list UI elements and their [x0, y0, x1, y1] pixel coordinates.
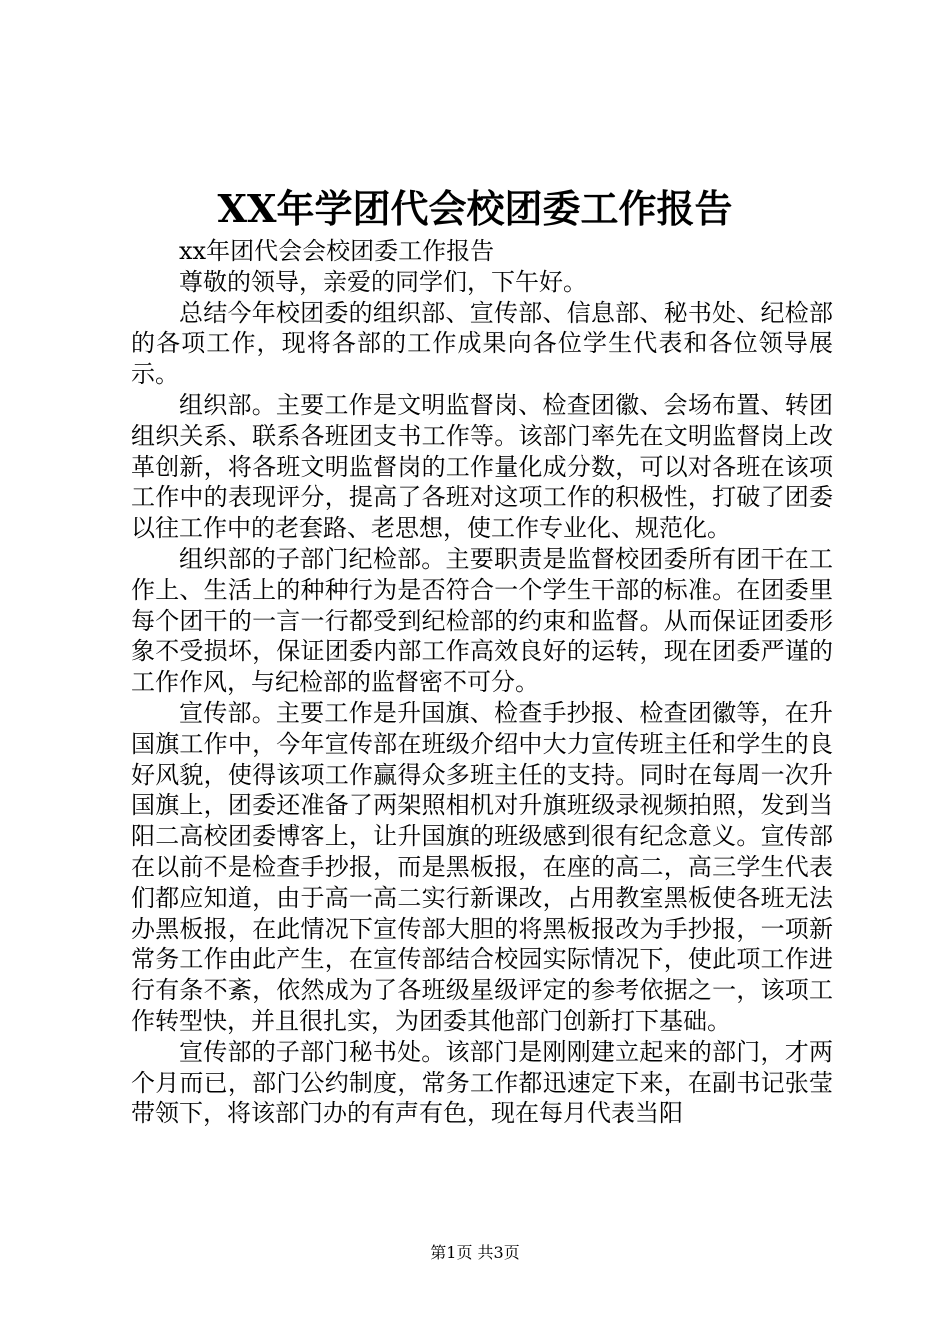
paragraph: 宣传部的子部门秘书处。该部门是刚刚建立起来的部门，才两个月而已，部门公约制度，常务工作都迅速定下来，在副书记张莹带领下，将该部门办的有声有色，现在每月代表当阳 [131, 1037, 833, 1128]
paragraph: 宣传部。主要工作是升国旗、检查手抄报、检查团徽等，在升国旗工作中，今年宣传部在班级介绍中大力宣传班主任和学生的良好风貌，使得该项工作赢得众多班主任的支持。同时在每周一次升国旗上，团委还准备了两架照相机对升旗班级录视频拍照，发到当阳二高校团委博客上，让升国旗的班级感到很有纪念意义。宣传部在以前不是检查手抄报，而是黑板报，在座的高二，高三学生代表们都应知道，由于高一高二实行新课改，占用教室黑板使各班无法办黑板报，在此情况下宣传部大胆的将黑板报改为手抄报，一项新常务工作由此产生，在宣传部结合校园实际情况下，使此项工作进行有条不紊，依然成为了各班级星级评定的参考依据之一，该项工作转型快，并且很扎实，为团委其他部门创新打下基础。 [131, 698, 833, 1035]
paragraph: 组织部。主要工作是文明监督岗、检查团徽、会场布置、转团组织关系、联系各班团支书工作等。该部门率先在文明监督岗上改革创新，将各班文明监督岗的工作量化成分数，可以对各班在该项工作中的表现评分，提高了各班对这项工作的积极性，打破了团委以往工作中的老套路、老思想，使工作专业化、规范化。 [131, 390, 833, 543]
paragraph: xx年团代会会校团委工作报告 [179, 237, 495, 265]
paragraph: 组织部的子部门纪检部。主要职责是监督校团委所有团干在工作上、生活上的种种行为是否符合一个学生干部的标准。在团委里每个团干的一言一行都受到纪检部的约束和监督。从而保证团委形象不受损坏，保证团委内部工作高效良好的运转，现在团委严谨的工作作风，与纪检部的监督密不可分。 [131, 544, 833, 697]
document-title: XX年学团代会校团委工作报告 [217, 186, 733, 231]
page-footer: 第1页 共3页 [430, 1243, 520, 1262]
document-body [131, 236, 833, 1129]
paragraph: 尊敬的领导，亲爱的同学们，下午好。 [179, 267, 587, 296]
paragraph: 总结今年校团委的组织部、宣传部、信息部、秘书处、纪检部的各项工作，现将各部的工作成果向各位学生代表和各位领导展示。 [131, 298, 833, 389]
